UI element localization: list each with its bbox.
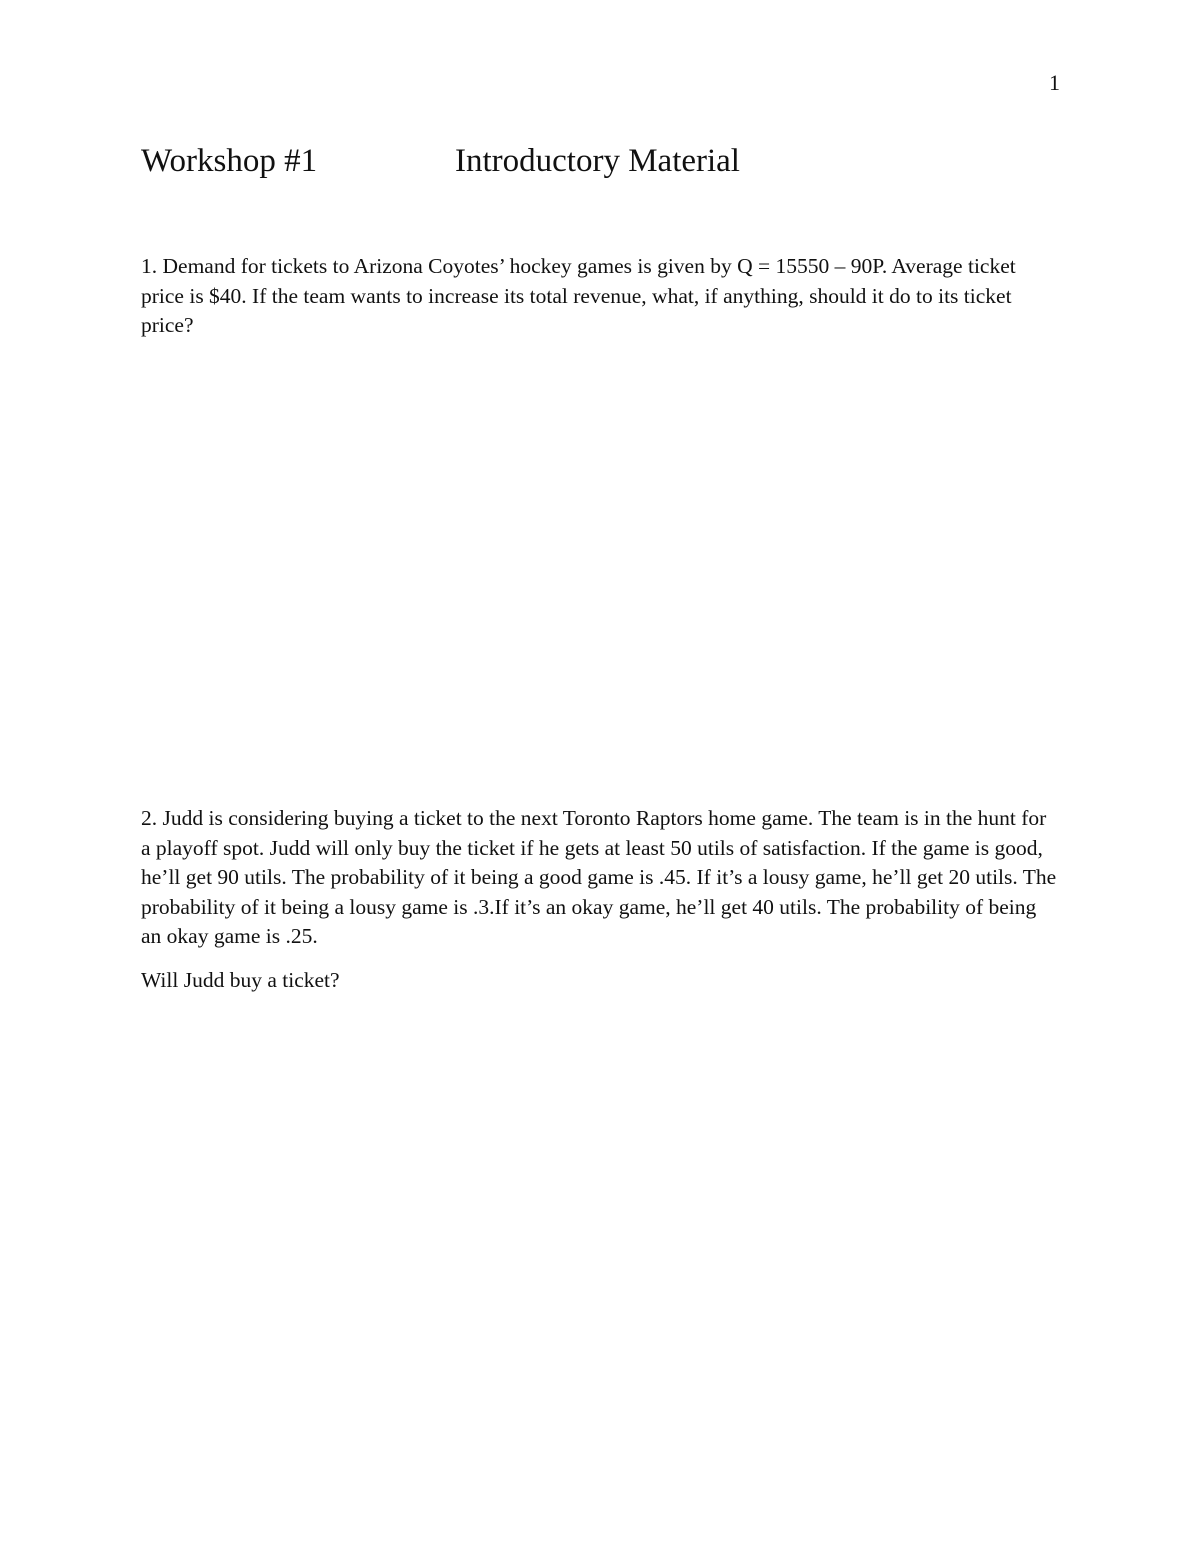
workshop-label: Workshop #1 <box>141 143 318 179</box>
page-number: 1 <box>1049 70 1060 95</box>
workshop-topic: Introductory Material <box>455 143 740 179</box>
document-title <box>141 140 1061 184</box>
question-1: 1. Demand for tickets to Arizona Coyotes’ hockey games is given by Q = 15550 – 90P. Average ticket price is $40. If the team wants to increase its total revenue, what, if anything, should it do to its ticket price? <box>141 254 1016 337</box>
question-2-followup: Will Judd buy a ticket? <box>141 968 340 992</box>
question-2: 2. Judd is considering buying a ticket to the next Toronto Raptors home game. The team is in the hunt for a playoff spot. Judd will only buy the ticket if he gets at least 50 utils of satisfaction. If the game is good, he’ll get 90 utils. The probability of it being a good game is .45. If it’s a lousy game, he’ll get 20 utils. The probability of it being a lousy game is .3.If it’s an okay game, he’ll get 40 utils. The probability of being an okay game is .25. <box>141 806 1057 948</box>
